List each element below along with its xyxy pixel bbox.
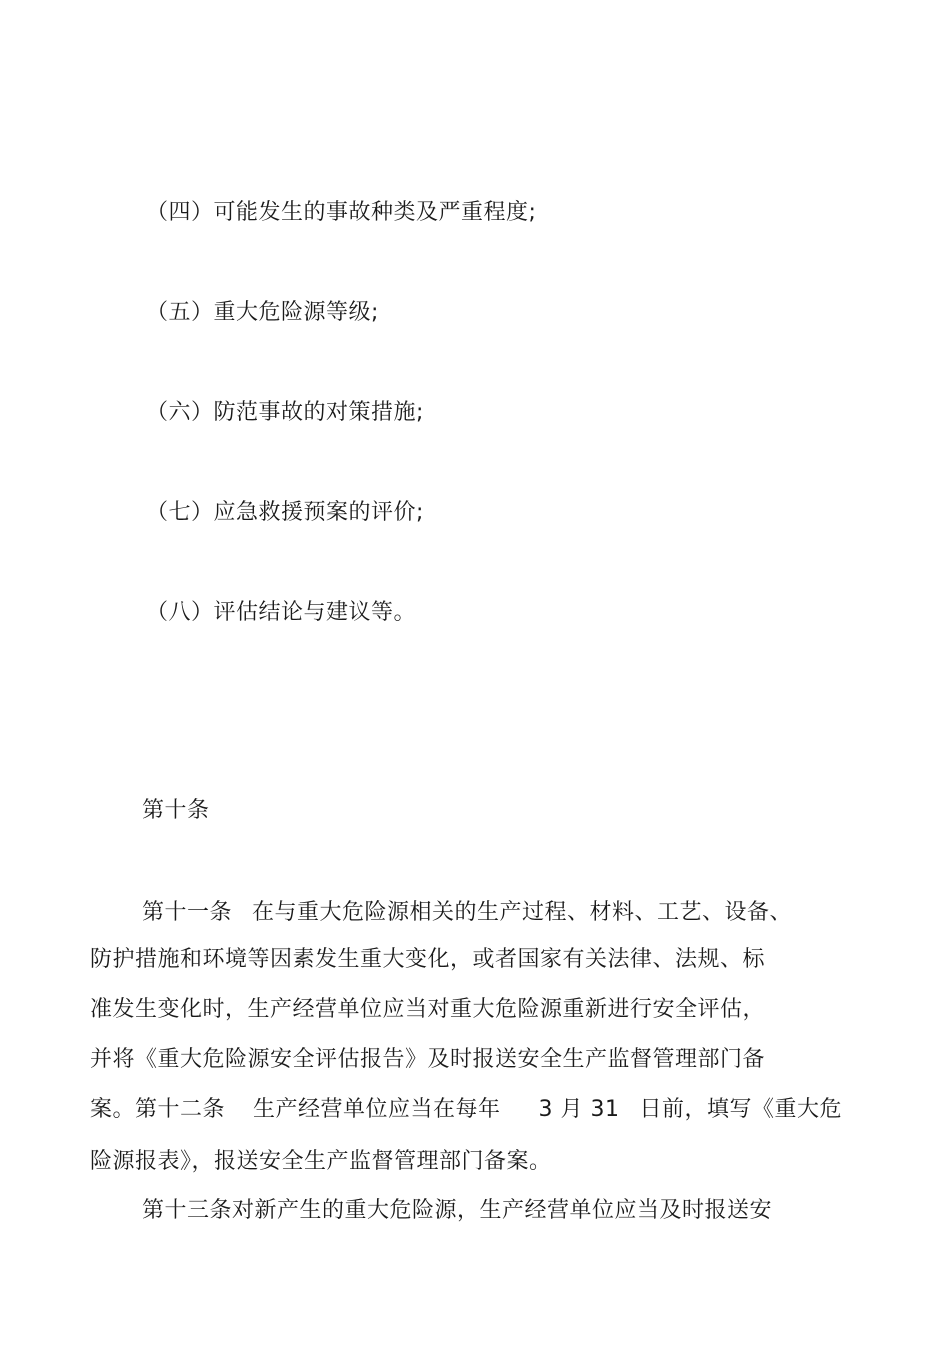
article-11-end: 案。: [90, 1097, 136, 1122]
article-12-line-1: [90, 1095, 842, 1125]
list-item-8: （八）评估结论与建议等。: [146, 600, 417, 625]
list-item-6: （六）防范事故的对策措施;: [146, 400, 424, 425]
article-11-line-2: 防护措施和环境等因素发生重大变化，或者国家有关法律、法规、标: [90, 947, 766, 972]
list-item-5: （五）重大危险源等级;: [146, 300, 379, 325]
article-11-line-3: 准发生变化时，生产经营单位应当对重大危险源重新进行安全评估，: [90, 997, 766, 1022]
article-11-line-4: 并将《重大危险源安全评估报告》及时报送安全生产监督管理部门备: [90, 1047, 766, 1072]
article-12-date: 3 月 31: [538, 1097, 620, 1122]
article-11-text-1: 在与重大危险源相关的生产过程、材料、工艺、设备、: [252, 900, 793, 925]
article-12-heading: 第十二条: [135, 1097, 226, 1122]
article-12-line-2: 险源报表》，报送安全生产监督管理部门备案。: [90, 1149, 552, 1174]
article-10-heading: 第十条: [142, 798, 210, 823]
article-11-line-1: [142, 898, 792, 928]
article-12-text-1: 生产经营单位应当在每年: [253, 1097, 501, 1122]
article-13-line-1: 第十三条对新产生的重大危险源，生产经营单位应当及时报送安: [142, 1198, 773, 1223]
article-11-heading: 第十一条: [142, 900, 233, 925]
list-item-4: （四）可能发生的事故种类及严重程度;: [146, 200, 537, 225]
article-12-text-2: 日前，填写《重大危: [639, 1097, 843, 1122]
list-item-7: （七）应急救援预案的评价;: [146, 500, 424, 525]
